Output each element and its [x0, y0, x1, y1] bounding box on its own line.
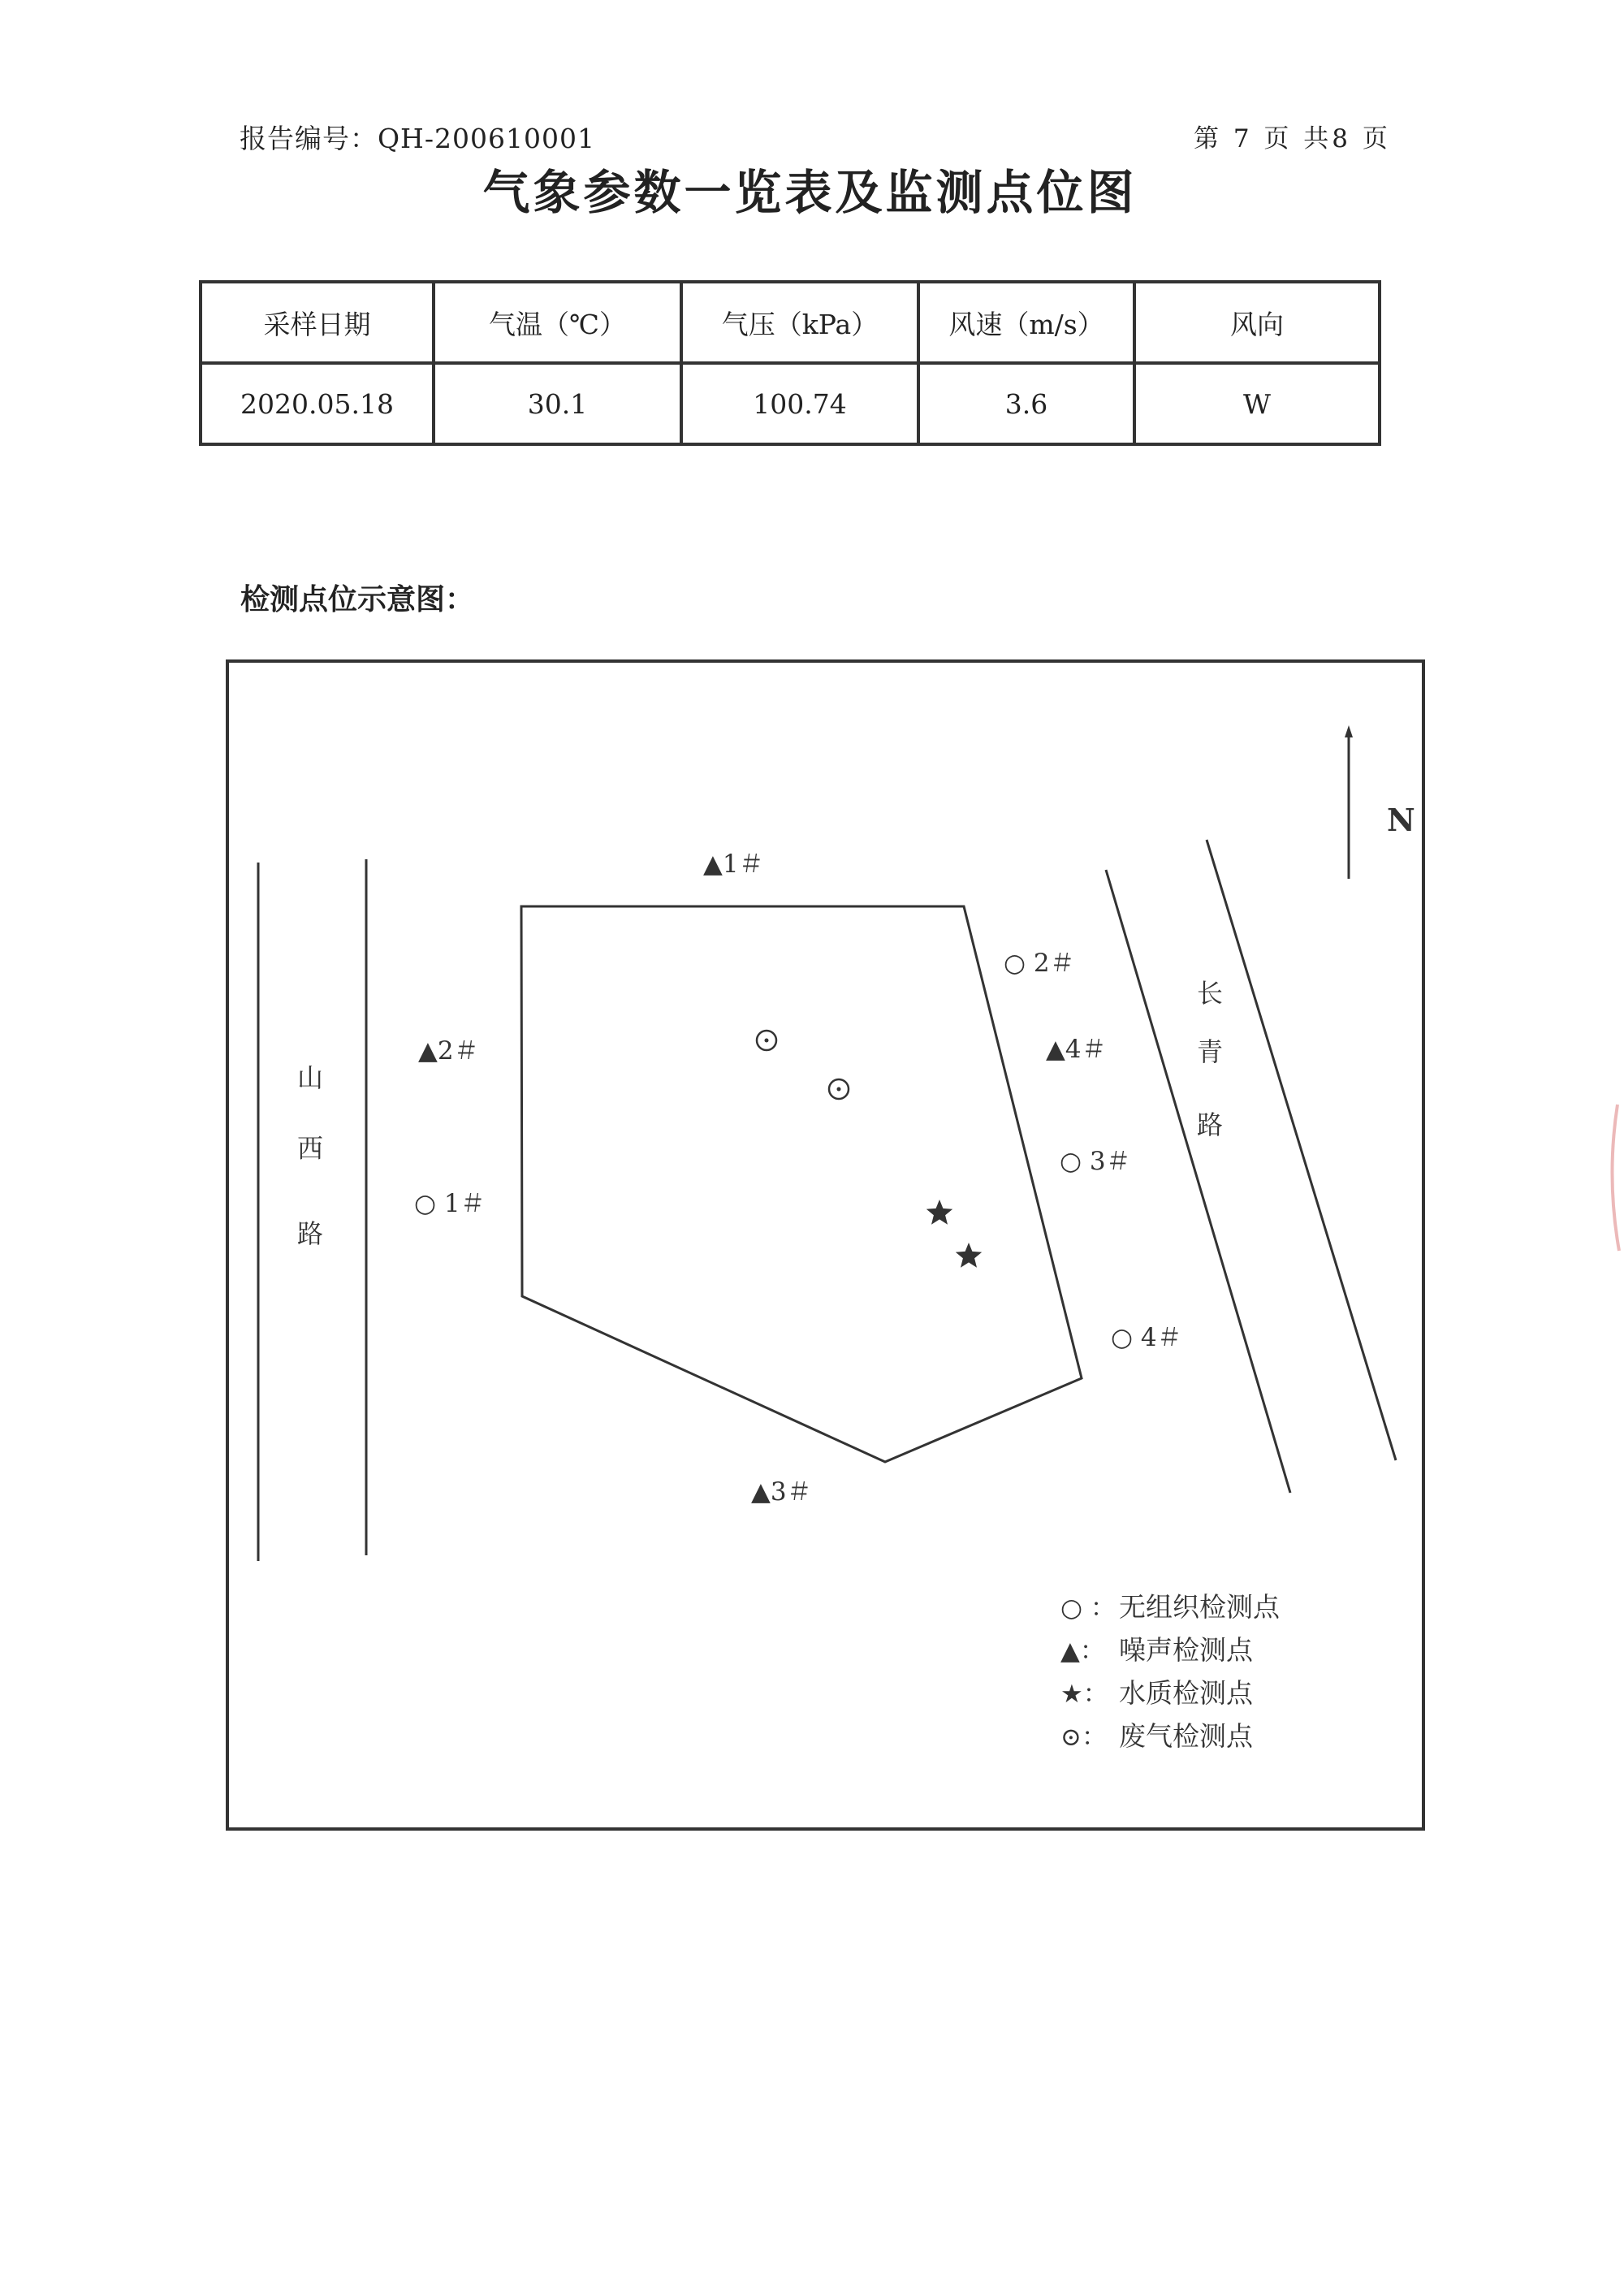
- stamp-fragment: [1612, 1105, 1619, 1251]
- document-title-text: 气象参数一览表及监测点位图: [482, 165, 1138, 220]
- fugitive-point-2: ○ 2＃: [1004, 949, 1075, 978]
- east-road-label: 路: [1196, 1109, 1224, 1140]
- table-header: 风向: [1134, 282, 1380, 363]
- noise-point-4: ▲4＃: [1046, 1035, 1107, 1064]
- table-cell: 2020.05.18: [201, 363, 434, 444]
- north-arrow-head: [1345, 725, 1353, 737]
- table-cell: 100.74: [681, 363, 918, 444]
- table-cell: 3.6: [918, 363, 1134, 444]
- table-header: 采样日期: [201, 282, 434, 363]
- table-header: 气压（kPa）: [681, 282, 918, 363]
- report-number: 报告编号：QH-200610001: [240, 123, 595, 154]
- site-boundary: [521, 906, 1082, 1462]
- legend-text-fugitive: 无组织检测点: [1119, 1591, 1280, 1623]
- legend-text-exhaust: 废气检测点: [1119, 1720, 1253, 1752]
- east-road-label: 青: [1196, 1036, 1224, 1067]
- water-quality-point: [956, 1243, 982, 1268]
- legend-symbol-water: ★：: [1060, 1680, 1108, 1709]
- exhaust-point: [829, 1079, 849, 1099]
- east-road-line: [1207, 840, 1396, 1460]
- fugitive-point-3: ○ 3＃: [1060, 1147, 1131, 1176]
- table-header: 风速（m/s）: [918, 282, 1134, 363]
- west-road-label: 西: [296, 1133, 324, 1164]
- north-label: N: [1387, 802, 1415, 838]
- west-road-label: 路: [296, 1218, 324, 1249]
- legend-symbol-exhaust: ⊙：: [1060, 1723, 1107, 1752]
- map-legend: [1060, 1591, 1281, 1752]
- table-header: 气温（℃）: [434, 282, 681, 363]
- legend-symbol-fugitive: ○ ：: [1060, 1593, 1116, 1623]
- east-road-line: [1106, 870, 1290, 1493]
- map-section-label: 检测点位示意图：: [240, 583, 475, 616]
- table-cell: W: [1134, 363, 1380, 444]
- fugitive-point-4: ○ 4＃: [1111, 1323, 1182, 1352]
- noise-point-3: ▲3＃: [751, 1477, 812, 1507]
- legend-text-water: 水质检测点: [1119, 1677, 1253, 1709]
- fugitive-point-1: ○ 1＃: [414, 1189, 486, 1218]
- water-quality-point: [926, 1200, 952, 1225]
- legend-text-noise: 噪声检测点: [1119, 1634, 1253, 1666]
- east-road-label: 长: [1196, 978, 1224, 1009]
- noise-point-1: ▲1＃: [703, 850, 764, 879]
- page-number: 第 7 页 共8 页: [1194, 124, 1391, 153]
- exhaust-point: [757, 1031, 776, 1050]
- table-cell: 30.1: [434, 363, 681, 444]
- noise-point-2: ▲2＃: [418, 1036, 479, 1066]
- legend-symbol-noise: ▲：: [1060, 1637, 1105, 1666]
- west-road-label: 山: [296, 1062, 324, 1093]
